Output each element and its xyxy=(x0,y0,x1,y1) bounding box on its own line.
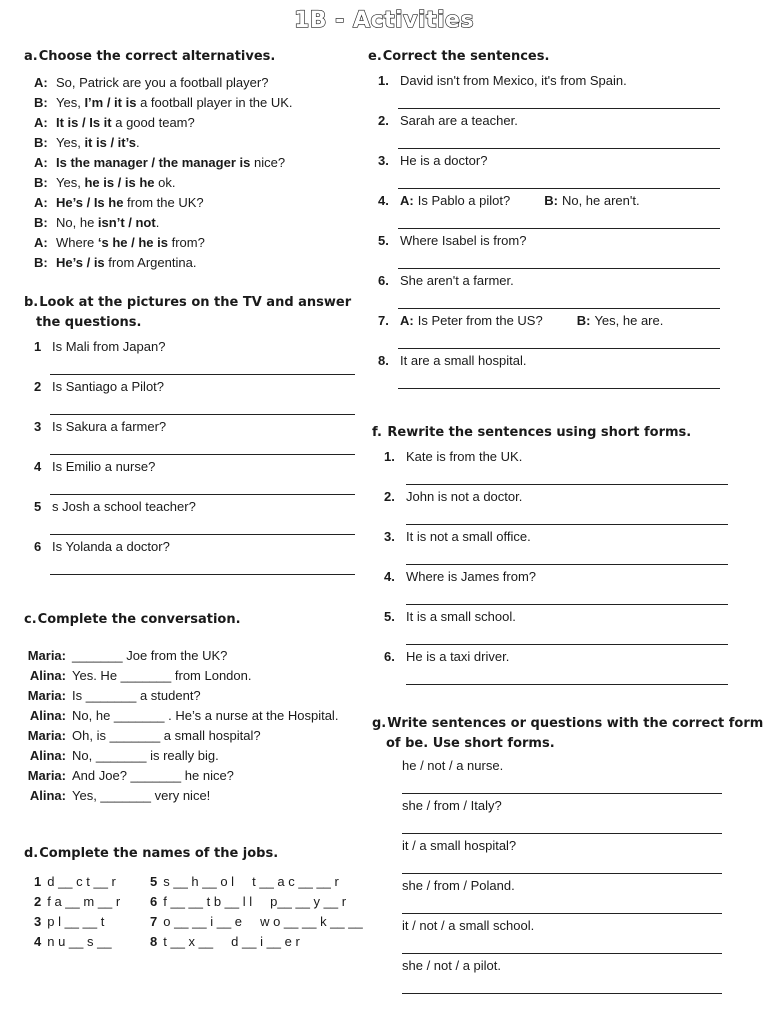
section-b xyxy=(24,293,364,554)
dialogue-text: a football player in the UK. xyxy=(136,95,293,110)
sentence-text: John is not a doctor. xyxy=(406,489,523,504)
speaker-label: A: xyxy=(34,75,48,90)
sentence-item xyxy=(378,73,752,88)
job-letters: o __ __ i __ e w o __ __ k __ __ xyxy=(163,914,363,929)
job-number: 5 xyxy=(150,874,158,889)
sentence-item xyxy=(384,529,752,544)
conversation-text[interactable]: Yes. He _______ from London. xyxy=(72,668,252,683)
answer-line[interactable] xyxy=(50,534,355,535)
conversation-text[interactable]: Yes, _______ very nice! xyxy=(72,788,211,803)
speaker-label: Maria: xyxy=(27,688,66,703)
prompt-item xyxy=(402,918,752,933)
sentence-number: 6. xyxy=(378,273,389,288)
sentence-number: 5. xyxy=(378,233,389,248)
section-f xyxy=(368,423,758,664)
speaker-label: B: xyxy=(34,95,48,110)
sentence-text: Yes, he are. xyxy=(594,313,664,328)
question-number: 4 xyxy=(34,459,42,474)
conversation-line xyxy=(24,666,338,686)
speaker-label: B: xyxy=(544,193,558,208)
speaker-label: Maria: xyxy=(27,768,66,783)
prompt-text: she / from / Poland. xyxy=(402,878,515,893)
question-item xyxy=(34,419,358,434)
speaker-label: B: xyxy=(34,255,48,270)
section-g xyxy=(368,714,764,973)
answer-line[interactable] xyxy=(402,793,722,794)
conversation-text[interactable]: Oh, is _______ a small hospital? xyxy=(72,728,261,743)
question-item xyxy=(34,539,358,554)
sentence-number: 4. xyxy=(378,193,389,208)
prompt-text: he / not / a nurse. xyxy=(402,758,504,773)
speaker-label: B: xyxy=(34,215,48,230)
sentence-number: 1. xyxy=(378,73,389,88)
job-item[interactable] xyxy=(34,912,104,932)
question-number: 5 xyxy=(34,499,42,514)
question-number: 1 xyxy=(34,339,42,354)
answer-line[interactable] xyxy=(398,268,720,269)
conversation-line xyxy=(24,646,338,666)
prompt-item xyxy=(402,878,752,893)
dialogue-line xyxy=(34,233,293,253)
speaker-label: A: xyxy=(34,115,48,130)
answer-line[interactable] xyxy=(406,644,728,645)
page-title: 1B - Activities xyxy=(293,8,475,33)
job-letters: n u __ s __ xyxy=(47,934,112,949)
section-e xyxy=(368,47,758,368)
sentence-number: 2. xyxy=(384,489,395,504)
question-number: 2 xyxy=(34,379,42,394)
conversation-line xyxy=(24,706,338,726)
conversation-line xyxy=(24,726,338,746)
speaker-label: Alina: xyxy=(29,708,66,723)
job-letters: s __ h __ o l t __ a c __ __ r xyxy=(163,874,339,889)
answer-line[interactable] xyxy=(402,833,722,834)
speaker-label: Maria: xyxy=(27,648,66,663)
dialogue-line xyxy=(34,193,293,213)
section-c xyxy=(24,610,364,803)
job-letters: f __ __ t b __ l l p__ __ y __ r xyxy=(163,894,347,909)
sentence-text: David isn't from Mexico, it's from Spain. xyxy=(400,73,627,88)
sentence-number: 7. xyxy=(378,313,389,328)
dialogue-text: nice? xyxy=(250,155,286,170)
alternative-choice[interactable]: he is / is he xyxy=(84,175,155,190)
prompt-text: she / from / Italy? xyxy=(402,798,502,813)
answer-line[interactable] xyxy=(398,388,720,389)
sentence-item xyxy=(378,273,752,288)
sentence-text: Where Isabel is from? xyxy=(400,233,527,248)
section-c-title: c.Complete the conversation. xyxy=(24,612,241,627)
answer-line[interactable] xyxy=(398,188,720,189)
answer-line[interactable] xyxy=(398,148,720,149)
conversation-text[interactable]: No, he _______ . He’s a nurse at the Hospital. xyxy=(72,708,339,723)
prompt-item xyxy=(402,958,752,973)
sentence-item xyxy=(384,649,752,664)
alternative-choice[interactable]: Is the manager / the manager is xyxy=(56,155,251,170)
sentence-text: Where is James from? xyxy=(406,569,537,584)
dialogue-text: from the UK? xyxy=(123,195,204,210)
alternative-choice[interactable]: ‘s he / he is xyxy=(97,235,168,250)
answer-line[interactable] xyxy=(402,913,722,914)
sentence-number: 5. xyxy=(384,609,395,624)
speaker-label: B: xyxy=(34,135,48,150)
sentence-text: Kate is from the UK. xyxy=(406,449,523,464)
answer-line[interactable] xyxy=(50,574,355,575)
sentence-text: He is a doctor? xyxy=(400,153,488,168)
job-item[interactable] xyxy=(150,932,300,952)
alternative-choice[interactable]: isn’t / not xyxy=(97,215,156,230)
alternative-choice[interactable]: It is / Is it xyxy=(56,115,112,130)
sentence-item xyxy=(378,353,752,368)
speaker-label: A: xyxy=(34,155,48,170)
dialogue-line xyxy=(34,153,293,173)
sentence-number: 3. xyxy=(384,529,395,544)
sentence-item xyxy=(384,609,752,624)
dialogue-text: . xyxy=(135,135,140,150)
conversation-text[interactable]: _______ Joe from the UK? xyxy=(72,648,228,663)
section-e-title: e.Correct the sentences. xyxy=(368,49,550,64)
answer-line[interactable] xyxy=(50,374,355,375)
section-a-title: a.Choose the correct alternatives. xyxy=(24,49,276,64)
alternative-choice[interactable]: it is / it’s xyxy=(84,135,136,150)
speaker-label: A: xyxy=(400,313,414,328)
answer-line[interactable] xyxy=(402,873,722,874)
sentence-text: She aren't a farmer. xyxy=(400,273,514,288)
sentence-item xyxy=(378,193,752,208)
prompt-text: she / not / a pilot. xyxy=(402,958,502,973)
job-number: 1 xyxy=(34,874,42,889)
alternative-choice[interactable]: He’s / is xyxy=(56,255,105,270)
sentence-text: Sarah are a teacher. xyxy=(400,113,518,128)
job-item[interactable] xyxy=(150,872,339,892)
conversation-line xyxy=(24,746,338,766)
dialogue-line xyxy=(34,73,293,93)
question-item xyxy=(34,339,358,354)
job-item[interactable] xyxy=(150,912,363,932)
job-item[interactable] xyxy=(34,892,120,912)
alternative-choice[interactable]: I’m / it is xyxy=(84,95,137,110)
sentence-text: It are a small hospital. xyxy=(400,353,527,368)
answer-line[interactable] xyxy=(406,484,728,485)
dialogue-line xyxy=(34,93,293,113)
speaker-label: Alina: xyxy=(29,748,66,763)
job-letters: t __ x __ d __ i __ e r xyxy=(163,934,300,949)
answer-line[interactable] xyxy=(406,684,728,685)
question-text: s Josh a school teacher? xyxy=(52,499,196,514)
alternative-choice[interactable]: He’s / Is he xyxy=(56,195,124,210)
question-text: Is Mali from Japan? xyxy=(52,339,166,354)
sentence-number: 3. xyxy=(378,153,389,168)
conversation-text[interactable]: No, _______ is really big. xyxy=(72,748,219,763)
section-a-dialogue xyxy=(34,73,293,273)
question-number: 6 xyxy=(34,539,42,554)
sentence-number: 2. xyxy=(378,113,389,128)
sentence-text: No, he aren't. xyxy=(561,193,640,208)
answer-line[interactable] xyxy=(406,604,728,605)
answer-line[interactable] xyxy=(402,953,722,954)
question-text: Is Emilio a nurse? xyxy=(52,459,156,474)
question-item xyxy=(34,379,358,394)
section-d-title: d.Complete the names of the jobs. xyxy=(24,846,279,861)
dialogue-text: from? xyxy=(168,235,205,250)
sentence-item xyxy=(384,569,752,584)
answer-line[interactable] xyxy=(406,564,728,565)
answer-line[interactable] xyxy=(50,494,355,495)
dialogue-line xyxy=(34,173,293,193)
sentence-text: He is a taxi driver. xyxy=(406,649,510,664)
sentence-text: It is not a small office. xyxy=(406,529,531,544)
dialogue-line xyxy=(34,253,293,273)
dialogue-text: Where xyxy=(56,235,98,250)
speaker-label: A: xyxy=(400,193,414,208)
prompt-item xyxy=(402,798,752,813)
dialogue-line xyxy=(34,213,293,233)
dialogue-text: from Argentina. xyxy=(104,255,197,270)
question-number: 3 xyxy=(34,419,42,434)
conversation-line xyxy=(24,766,338,786)
sentence-text: Is Pablo a pilot? xyxy=(417,193,511,208)
job-number: 3 xyxy=(34,914,42,929)
job-item[interactable] xyxy=(34,872,116,892)
speaker-label: A: xyxy=(34,195,48,210)
question-text: Is Yolanda a doctor? xyxy=(52,539,170,554)
answer-line[interactable] xyxy=(406,524,728,525)
question-text: Is Santiago a Pilot? xyxy=(52,379,165,394)
dialogue-text: a good team? xyxy=(111,115,195,130)
dialogue-text: Yes, xyxy=(56,95,85,110)
answer-line[interactable] xyxy=(398,348,720,349)
section-b-title: b.Look at the pictures on the TV and answer the questions. xyxy=(24,295,352,330)
prompt-item xyxy=(402,838,752,853)
section-f-title: f. Rewrite the sentences using short forms. xyxy=(372,425,692,440)
section-d xyxy=(24,844,364,949)
job-number: 7 xyxy=(150,914,158,929)
answer-line[interactable] xyxy=(50,454,355,455)
sentence-text: It is a small school. xyxy=(406,609,516,624)
dialogue-line xyxy=(34,113,293,133)
question-text: Is Sakura a farmer? xyxy=(52,419,167,434)
sentence-text: Is Peter from the US? xyxy=(417,313,543,328)
dialogue-text: Yes, xyxy=(56,135,85,150)
prompt-text: it / not / a small school. xyxy=(402,918,535,933)
job-number: 8 xyxy=(150,934,158,949)
answer-line[interactable] xyxy=(50,414,355,415)
speaker-label: Alina: xyxy=(29,668,66,683)
prompt-item xyxy=(402,758,752,773)
section-a xyxy=(24,47,364,270)
sentence-item xyxy=(378,233,752,248)
job-item[interactable] xyxy=(150,892,346,912)
sentence-number: 4. xyxy=(384,569,395,584)
sentence-item xyxy=(378,153,752,168)
job-number: 6 xyxy=(150,894,158,909)
speaker-label: Maria: xyxy=(27,728,66,743)
sentence-item xyxy=(384,449,752,464)
answer-line[interactable] xyxy=(398,228,720,229)
question-item xyxy=(34,459,358,474)
dialogue-text: No, he xyxy=(56,215,98,230)
sentence-number: 8. xyxy=(378,353,389,368)
dialogue-text: So, Patrick are you a football player? xyxy=(56,75,269,90)
speaker-label: A: xyxy=(34,235,48,250)
sentence-number: 1. xyxy=(384,449,395,464)
dialogue-text: . xyxy=(155,215,160,230)
job-letters: f a __ m __ r xyxy=(47,894,121,909)
conversation-line xyxy=(24,686,338,706)
job-number: 4 xyxy=(34,934,42,949)
answer-line[interactable] xyxy=(398,308,720,309)
question-item xyxy=(34,499,358,514)
dialogue-text: ok. xyxy=(154,175,176,190)
job-letters: d __ c t __ r xyxy=(47,874,116,889)
sentence-item xyxy=(378,313,752,328)
conversation-text[interactable]: Is _______ a student? xyxy=(72,688,201,703)
speaker-label: Alina: xyxy=(29,788,66,803)
job-number: 2 xyxy=(34,894,42,909)
sentence-item xyxy=(384,489,752,504)
speaker-label: B: xyxy=(576,313,591,328)
dialogue-line xyxy=(34,133,293,153)
conversation-text[interactable]: And Joe? _______ he nice? xyxy=(72,768,234,783)
prompt-text: it / a small hospital? xyxy=(402,838,517,853)
job-letters: p l __ __ t xyxy=(47,914,105,929)
job-item[interactable] xyxy=(34,932,112,952)
sentence-item xyxy=(378,113,752,128)
answer-line[interactable] xyxy=(402,993,722,994)
speaker-label: B: xyxy=(34,175,48,190)
conversation-line xyxy=(24,786,338,806)
sentence-number: 6. xyxy=(384,649,395,664)
section-g-title: g.Write sentences or questions with the correct form of be. Use short forms. xyxy=(372,716,764,751)
dialogue-text: Yes, xyxy=(56,175,85,190)
answer-line[interactable] xyxy=(398,108,720,109)
section-c-conversation xyxy=(24,646,338,806)
